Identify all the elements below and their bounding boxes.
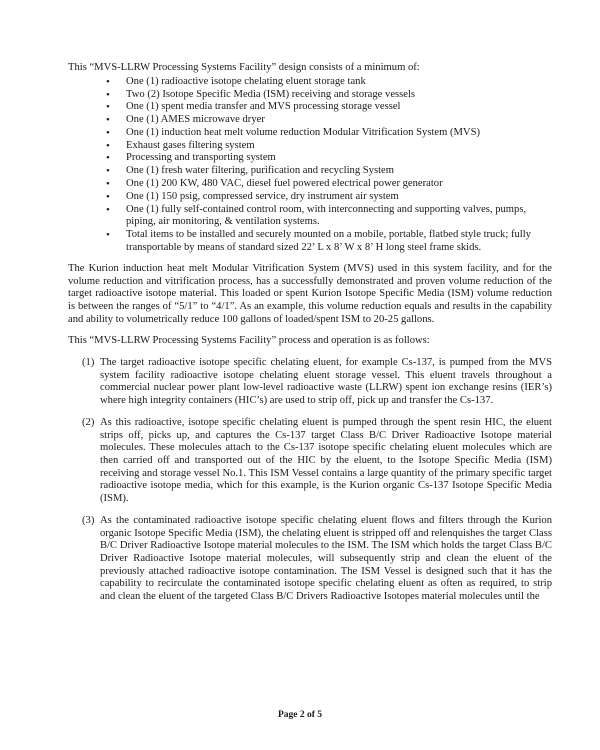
list-item: • One (1) induction heat melt volume reduction Modular Vitrification System (MVS) <box>106 127 552 140</box>
process-step <box>68 515 552 604</box>
list-item: • Two (2) Isotope Specific Media (ISM) receiving and storage vessels <box>106 89 552 102</box>
process-step <box>68 357 552 408</box>
process-step <box>68 417 552 506</box>
step-number: (2) <box>82 416 95 428</box>
process-intro-paragraph: This “MVS-LLRW Processing Systems Facility” process and operation is as follows: <box>68 335 430 347</box>
process-steps-list <box>68 357 552 604</box>
list-item: • One (1) fully self-contained control room, with interconnecting and supporting valves, pumps, piping, air monitoring, & ventilation systems. <box>106 204 552 230</box>
list-item: • One (1) AMES microwave dryer <box>106 114 552 127</box>
step-text: As the contaminated radioactive isotope specific chelating eluent flows and filters through the Kurion organic Isotope Specific Media (ISM), the chelating eluent is stripped off and relenquishes the target Class B/C Driver Radioactive Isotope material molecules to the ISM. The ISM which holds the target Class B/C Driver Radioactive Isotope material molecules, will subsequently strip and clean the eluent of the previously attached radioactive isotope contamination. The ISM Vessel is designed such that it has the capability to recirculate the contaminated isotope specific chelating eluent as often as required, to strip and clean the eluent of the targeted Class B/C Drivers Radioactive Isotopes material molecules until the <box>100 514 552 603</box>
intro-text: This “MVS-LLRW Processing Systems Facility” design consists of a minimum of: <box>68 62 420 73</box>
step-text: As this radioactive, isotope specific chelating eluent is pumped through the spent resin HIC, the eluent strips off, picks up, and captures the Cs-137 target Class B/C Driver Radioactive Isotope material molecules. These molecules attach to the Cs-137 isotope specific chelating eluent molecules which are then carried off and transported out of the HIC by the eluent, to the Isotope Specific Media (ISM) receiving and storage vessel No.1. This ISM Vessel contains a large quantity of the primary specific target radioactive isotope media, which for this example, is the Kurion organic Cs-137 Isotope Specific Media (ISM). <box>100 416 552 505</box>
list-item: • Total items to be installed and securely mounted on a mobile, portable, flatbed style truck; fully transportable by means of standard sized 22’ L x 8’ W x 8’ H long steel frame skids. <box>106 229 552 255</box>
step-number: (3) <box>82 514 95 526</box>
page-number-footer: Page 2 of 5 <box>277 710 323 720</box>
mvs-description-paragraph: The Kurion induction heat melt Modular Vitrification System (MVS) used in this system facility, and for the volume reduction and vitrification process, has a successfully demonstrated and proven volume reduction of the target radioactive isotope material. This loaded or spent Kurion Isotope Specific Media (ISM) volume reduction is between the ranges of “5/1” to “4/1”. As an example, this volume reduction equals and results in the capability and ability to volumetrically reduce 100 gallons of loaded/spent ISM to 20-25 gallons. <box>68 262 552 325</box>
components-list <box>68 76 552 255</box>
list-item: • Processing and transporting system <box>106 152 552 165</box>
list-item: • One (1) 200 KW, 480 VAC, diesel fuel powered electrical power generator <box>106 178 552 191</box>
step-text: The target radioactive isotope specific chelating eluent, for example Cs-137, is pumped from the MVS system facility radioactive isotope chelating eluent storage vessel. This eluent travels throughout a commercial nuclear power plant low-level radioactive waste (LLRW) spent ion exchange resins (IER’s) where high integrity containers (HIC’s) are used to strip off, pick up and transfer the Cs-137. <box>100 357 552 407</box>
list-item: • One (1) 150 psig, compressed service, dry instrument air system <box>106 191 552 204</box>
list-item: • Exhaust gases filtering system <box>106 140 552 153</box>
step-number: (1) <box>82 357 95 369</box>
list-item: • One (1) fresh water filtering, purification and recycling System <box>106 165 552 178</box>
list-item: • One (1) radioactive isotope chelating eluent storage tank <box>106 76 552 89</box>
list-item: • One (1) spent media transfer and MVS processing storage vessel <box>106 101 552 114</box>
